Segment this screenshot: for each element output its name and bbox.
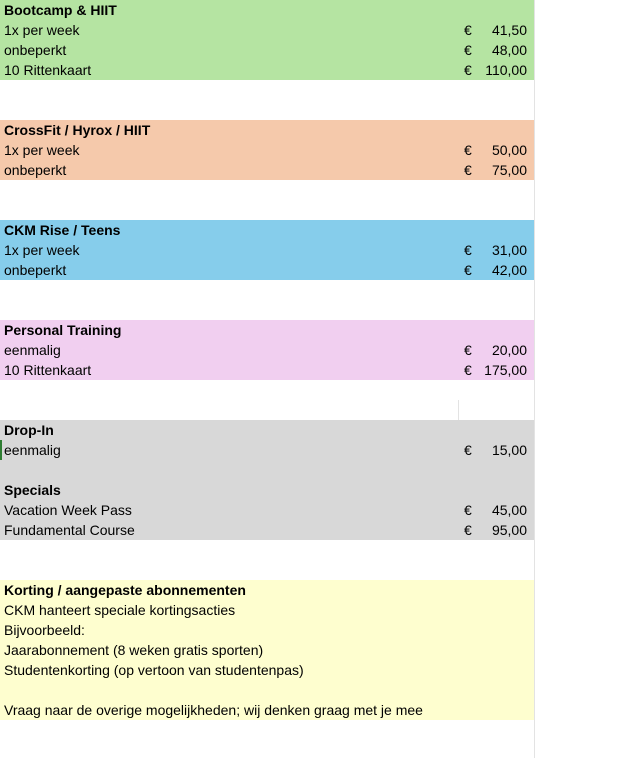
price-value: 75,00 (491, 162, 527, 178)
price-row[interactable] (0, 40, 534, 60)
column-gridline (534, 0, 535, 758)
price-row[interactable] (0, 20, 534, 40)
price-value: 48,00 (491, 42, 527, 58)
section-header-bootcamp[interactable] (0, 0, 534, 20)
section-title: Bootcamp & HIIT (4, 2, 117, 18)
price-label: 1x per week (4, 142, 80, 158)
korting-line: CKM hanteert speciale kortingsacties (4, 602, 236, 618)
price-row[interactable] (0, 240, 534, 260)
price-label: eenmalig (4, 442, 61, 458)
text-row[interactable] (0, 700, 534, 720)
price-value: 50,00 (491, 142, 527, 158)
active-cell-marker (0, 440, 2, 460)
price-row[interactable] (0, 60, 534, 80)
currency-symbol: € (464, 42, 472, 58)
price-value: 20,00 (491, 342, 527, 358)
section-header-crossfit[interactable] (0, 120, 534, 140)
price-label: 1x per week (4, 22, 80, 38)
price-label: onbeperkt (4, 162, 67, 178)
price-label: Fundamental Course (4, 522, 135, 538)
section-header-ckm-rise[interactable] (0, 220, 534, 240)
section-header-korting[interactable] (0, 580, 534, 600)
currency-symbol: € (464, 342, 472, 358)
text-row[interactable] (0, 660, 534, 680)
currency-symbol: € (464, 262, 472, 278)
price-label: eenmalig (4, 342, 61, 358)
currency-symbol: € (464, 442, 472, 458)
price-row[interactable] (0, 260, 534, 280)
currency-symbol: € (464, 62, 472, 78)
section-header-drop-in[interactable] (0, 420, 534, 440)
currency-symbol: € (464, 502, 472, 518)
currency-symbol: € (464, 142, 472, 158)
currency-symbol: € (464, 242, 472, 258)
korting-line: Jaarabonnement (8 weken gratis sporten) (4, 642, 264, 658)
price-value: 175,00 (484, 362, 527, 378)
price-value: 95,00 (491, 522, 527, 538)
price-row[interactable] (0, 520, 534, 540)
price-label: onbeperkt (4, 42, 67, 58)
price-value: 42,00 (491, 262, 527, 278)
price-value: 31,00 (491, 242, 527, 258)
text-row[interactable] (0, 600, 534, 620)
price-value: 110,00 (485, 62, 527, 78)
empty-row[interactable] (0, 460, 534, 480)
currency-symbol: € (464, 522, 472, 538)
price-label: Vacation Week Pass (4, 502, 132, 518)
price-row[interactable] (0, 160, 534, 180)
price-label: 1x per week (4, 242, 80, 258)
section-title: Specials (4, 482, 61, 498)
price-row[interactable] (0, 140, 534, 160)
section-header-personal-training[interactable] (0, 320, 534, 340)
section-title: Drop-In (4, 422, 54, 438)
price-value: 45,00 (491, 502, 527, 518)
korting-line: Studentenkorting (op vertoon van studentenpas) (4, 662, 304, 678)
price-row[interactable] (0, 360, 534, 380)
price-label: 10 Rittenkaart (4, 62, 92, 78)
currency-symbol: € (464, 162, 472, 178)
price-value: 15,00 (491, 442, 527, 458)
price-label: onbeperkt (4, 262, 67, 278)
column-gridline-short (458, 400, 459, 420)
section-title: Personal Training (4, 322, 122, 338)
korting-line: Vraag naar de overige mogelijkheden; wij denken graag met je mee (4, 702, 423, 718)
price-row[interactable] (0, 340, 534, 360)
price-row[interactable] (0, 440, 534, 460)
korting-line: Bijvoorbeeld: (4, 622, 85, 638)
section-title: CrossFit / Hyrox / HIIT (4, 122, 151, 138)
section-title: CKM Rise / Teens (4, 222, 121, 238)
text-row[interactable] (0, 640, 534, 660)
section-title: Korting / aangepaste abonnementen (4, 582, 246, 598)
currency-symbol: € (464, 22, 472, 38)
price-label: 10 Rittenkaart (4, 362, 92, 378)
empty-row[interactable] (0, 680, 534, 700)
text-row[interactable] (0, 620, 534, 640)
price-value: 41,50 (491, 22, 527, 38)
price-row[interactable] (0, 500, 534, 520)
currency-symbol: € (464, 362, 472, 378)
section-header-specials[interactable] (0, 480, 534, 500)
